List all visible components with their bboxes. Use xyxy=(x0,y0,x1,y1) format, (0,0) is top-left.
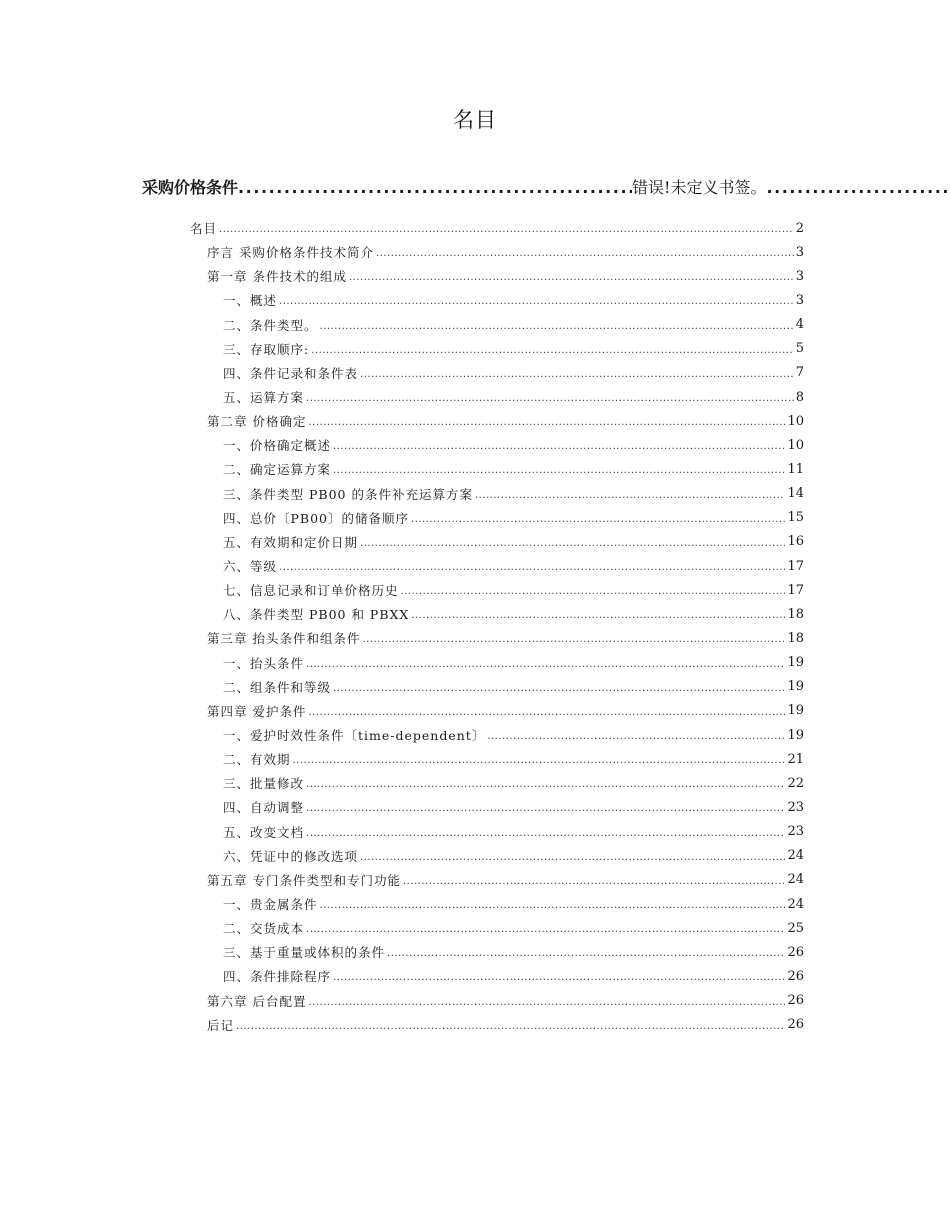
toc-entry-label: 五、有效期和定价日期 xyxy=(223,534,359,550)
toc-entry-page-number: 24 xyxy=(787,896,804,912)
dot-leader xyxy=(362,631,785,645)
toc-entry-label: 二、交货成本 xyxy=(223,921,305,937)
toc-entry[interactable] xyxy=(190,844,804,868)
toc-entry-label: 一、爱护时效性条件〔time-dependent〕 xyxy=(223,728,486,744)
toc-entry[interactable] xyxy=(190,892,804,916)
dot-leader xyxy=(360,535,785,549)
dot-leader xyxy=(238,178,632,197)
dot-leader xyxy=(360,849,785,863)
toc-entry-label: 第四章 爱护条件 xyxy=(207,703,307,719)
toc-entry[interactable] xyxy=(190,313,804,337)
toc-entry-label: 三、条件类型 PB00 的条件补充运算方案 xyxy=(223,486,473,502)
page-title: 名目 xyxy=(453,108,497,132)
toc-entry-page-number: 17 xyxy=(787,582,804,598)
dot-leader xyxy=(311,342,794,356)
dot-leader xyxy=(308,704,785,718)
toc-entry-label: 第二章 价格确定 xyxy=(207,414,307,430)
table-of-contents xyxy=(190,216,804,1037)
toc-entry-page-number: 16 xyxy=(787,534,804,550)
toc-entry-page-number: 10 xyxy=(787,413,804,429)
toc-entry-label: 一、抬头条件 xyxy=(223,655,305,671)
toc-entry-page-number: 4 xyxy=(795,317,804,333)
dot-leader xyxy=(403,873,785,887)
toc-entry[interactable] xyxy=(190,1013,804,1037)
toc-entry-page-number: 3 xyxy=(795,292,804,308)
toc-entry-page-number: 14 xyxy=(787,486,804,502)
dot-leader xyxy=(387,945,785,959)
dot-leader xyxy=(475,487,786,501)
toc-entry-page-number: 17 xyxy=(787,558,804,574)
toc-entry-label: 第三章 抬头条件和组条件 xyxy=(207,631,361,647)
dot-leader xyxy=(236,1018,785,1032)
toc-entry-page-number: 22 xyxy=(787,775,804,791)
toc-entry[interactable] xyxy=(190,240,804,264)
toc-entry[interactable] xyxy=(190,868,804,892)
toc-entry-page-number: 18 xyxy=(787,606,804,622)
dot-leader xyxy=(349,269,794,283)
toc-entry-page-number: 11 xyxy=(787,461,804,477)
toc-entry-label: 一、贵金属条件 xyxy=(223,897,318,912)
toc-entry[interactable] xyxy=(190,361,804,385)
toc-entry[interactable] xyxy=(190,675,804,699)
toc-entry-page-number: 26 xyxy=(787,993,804,1009)
toc-entry[interactable] xyxy=(190,385,804,409)
dot-leader xyxy=(306,390,794,404)
toc-entry-label: 二、条件类型。 xyxy=(223,317,318,333)
toc-entry-page-number: 3 xyxy=(795,268,804,284)
dot-leader xyxy=(487,728,785,742)
toc-entry-label: 五、改变文档 xyxy=(223,824,305,840)
toc-entry[interactable] xyxy=(190,964,804,988)
toc-entry[interactable] xyxy=(190,337,804,361)
toc-entry[interactable] xyxy=(190,506,804,530)
dot-leader xyxy=(411,511,785,525)
toc-entry-label: 四、条件记录和条件表 xyxy=(223,365,359,381)
toc-entry-label: 序言 采购价格条件技术简介 xyxy=(207,245,374,261)
dot-leader xyxy=(320,897,786,911)
toc-entry-label: 四、条件排除程序 xyxy=(223,969,332,985)
toc-entry[interactable] xyxy=(190,651,804,675)
toc-entry-page-number: 8 xyxy=(795,389,804,405)
toc-entry-label: 六、凭证中的修改选项 xyxy=(223,848,359,864)
toc-entry[interactable] xyxy=(190,578,804,602)
toc-entry-label: 第五章 专门条件类型和专门功能 xyxy=(207,872,401,888)
toc-entry-page-number: 3 xyxy=(795,244,804,260)
dot-leader xyxy=(333,462,785,476)
toc-entry-page-number: 18 xyxy=(787,630,804,646)
toc-entry[interactable] xyxy=(190,747,804,771)
toc-entry-label: 一、价格确定概述 xyxy=(223,438,332,454)
dot-leader xyxy=(333,438,785,452)
toc-entry[interactable] xyxy=(190,457,804,481)
toc-entry[interactable] xyxy=(190,530,804,554)
toc-entry-page-number: 2 xyxy=(795,220,804,236)
dot-leader xyxy=(279,559,785,573)
toc-entry-label: 二、确定运算方案 xyxy=(223,462,332,478)
dot-leader xyxy=(306,921,785,935)
toc-entry-label: 后记 xyxy=(207,1017,235,1033)
toc-entry-page-number: 26 xyxy=(787,1017,804,1033)
toc-entry[interactable] xyxy=(190,771,804,795)
toc-entry-page-number: 19 xyxy=(787,727,804,743)
dot-leader xyxy=(401,583,786,597)
toc-entry-label: 三、基于重量或体积的条件 xyxy=(223,945,386,961)
toc-entry[interactable] xyxy=(190,433,804,457)
toc-entry[interactable] xyxy=(190,940,804,964)
toc-entry[interactable] xyxy=(190,795,804,819)
toc-entry-label: 三、批量修改 xyxy=(223,776,305,792)
toc-entry-label: 八、条件类型 PB00 和 PBXX xyxy=(223,607,410,623)
toc-entry-label: 六、等级 xyxy=(223,559,278,575)
toc-entry[interactable] xyxy=(190,989,804,1013)
dot-leader xyxy=(360,366,794,380)
toc-entry-page-number: 19 xyxy=(787,703,804,719)
toc-entry-label: 七、信息记录和订单价格历史 xyxy=(223,583,399,599)
dot-leader xyxy=(376,245,794,259)
dot-leader xyxy=(306,656,785,670)
error-text: 错误!未定义书签。 xyxy=(632,178,767,197)
toc-main-entry[interactable] xyxy=(142,175,950,198)
toc-entry-page-number: 23 xyxy=(787,799,804,815)
toc-entry-label: 第一章 条件技术的组成 xyxy=(207,269,347,285)
dot-leader xyxy=(333,680,785,694)
toc-entry-page-number: 25 xyxy=(787,920,804,936)
toc-entry[interactable] xyxy=(190,288,804,312)
dot-leader xyxy=(308,994,785,1008)
toc-entry-page-number: 26 xyxy=(787,944,804,960)
toc-entry[interactable] xyxy=(190,626,804,650)
toc-entry[interactable] xyxy=(190,916,804,940)
toc-entry-label: 第六章 后台配置 xyxy=(207,993,307,1009)
toc-entry-label: 四、总价〔PB00〕的储备顺序 xyxy=(223,510,410,526)
dot-leader xyxy=(293,752,786,766)
dot-leader xyxy=(306,776,785,790)
toc-entry-page-number: 19 xyxy=(787,655,804,671)
toc-entry[interactable] xyxy=(190,264,804,288)
dot-leader xyxy=(320,318,794,332)
toc-entry-page-number: 15 xyxy=(787,510,804,526)
toc-entry-label: 二、组条件和等级 xyxy=(223,679,332,695)
toc-entry-page-number: 24 xyxy=(787,848,804,864)
toc-entry-page-number: 21 xyxy=(787,751,804,767)
dot-leader xyxy=(333,969,785,983)
toc-entry-label: 五、运算方案 xyxy=(223,390,305,406)
toc-entry-label: 二、有效期 xyxy=(223,752,291,768)
dot-leader xyxy=(279,293,794,307)
dot-leader xyxy=(766,178,950,197)
dot-leader xyxy=(306,825,785,839)
toc-entry[interactable] xyxy=(190,602,804,626)
toc-entry[interactable] xyxy=(190,482,804,506)
toc-entry-page-number: 23 xyxy=(787,824,804,840)
toc-entry-page-number: 5 xyxy=(795,341,804,357)
toc-entry-label: 四、自动调整 xyxy=(223,800,305,816)
dot-leader xyxy=(308,414,785,428)
dot-leader xyxy=(306,800,785,814)
toc-entry[interactable] xyxy=(190,216,804,240)
toc-entry-page-number: 24 xyxy=(787,872,804,888)
toc-entry[interactable] xyxy=(190,554,804,578)
toc-entry[interactable] xyxy=(190,699,804,723)
dot-leader xyxy=(411,607,785,621)
toc-entry-page-number: 7 xyxy=(795,365,804,381)
toc-entry[interactable] xyxy=(190,820,804,844)
toc-main-entry-label: 采购价格条件 xyxy=(142,178,239,197)
toc-entry-page-number: 19 xyxy=(787,679,804,695)
toc-entry-page-number: 26 xyxy=(787,968,804,984)
toc-entry-label: 一、概述 xyxy=(223,293,278,309)
toc-entry[interactable] xyxy=(190,723,804,747)
toc-entry-label: 三、存取顺序: xyxy=(223,341,310,357)
toc-entry-page-number: 10 xyxy=(787,437,804,453)
dot-leader xyxy=(219,221,794,235)
toc-entry[interactable] xyxy=(190,409,804,433)
toc-entry-label: 名目 xyxy=(190,221,218,237)
